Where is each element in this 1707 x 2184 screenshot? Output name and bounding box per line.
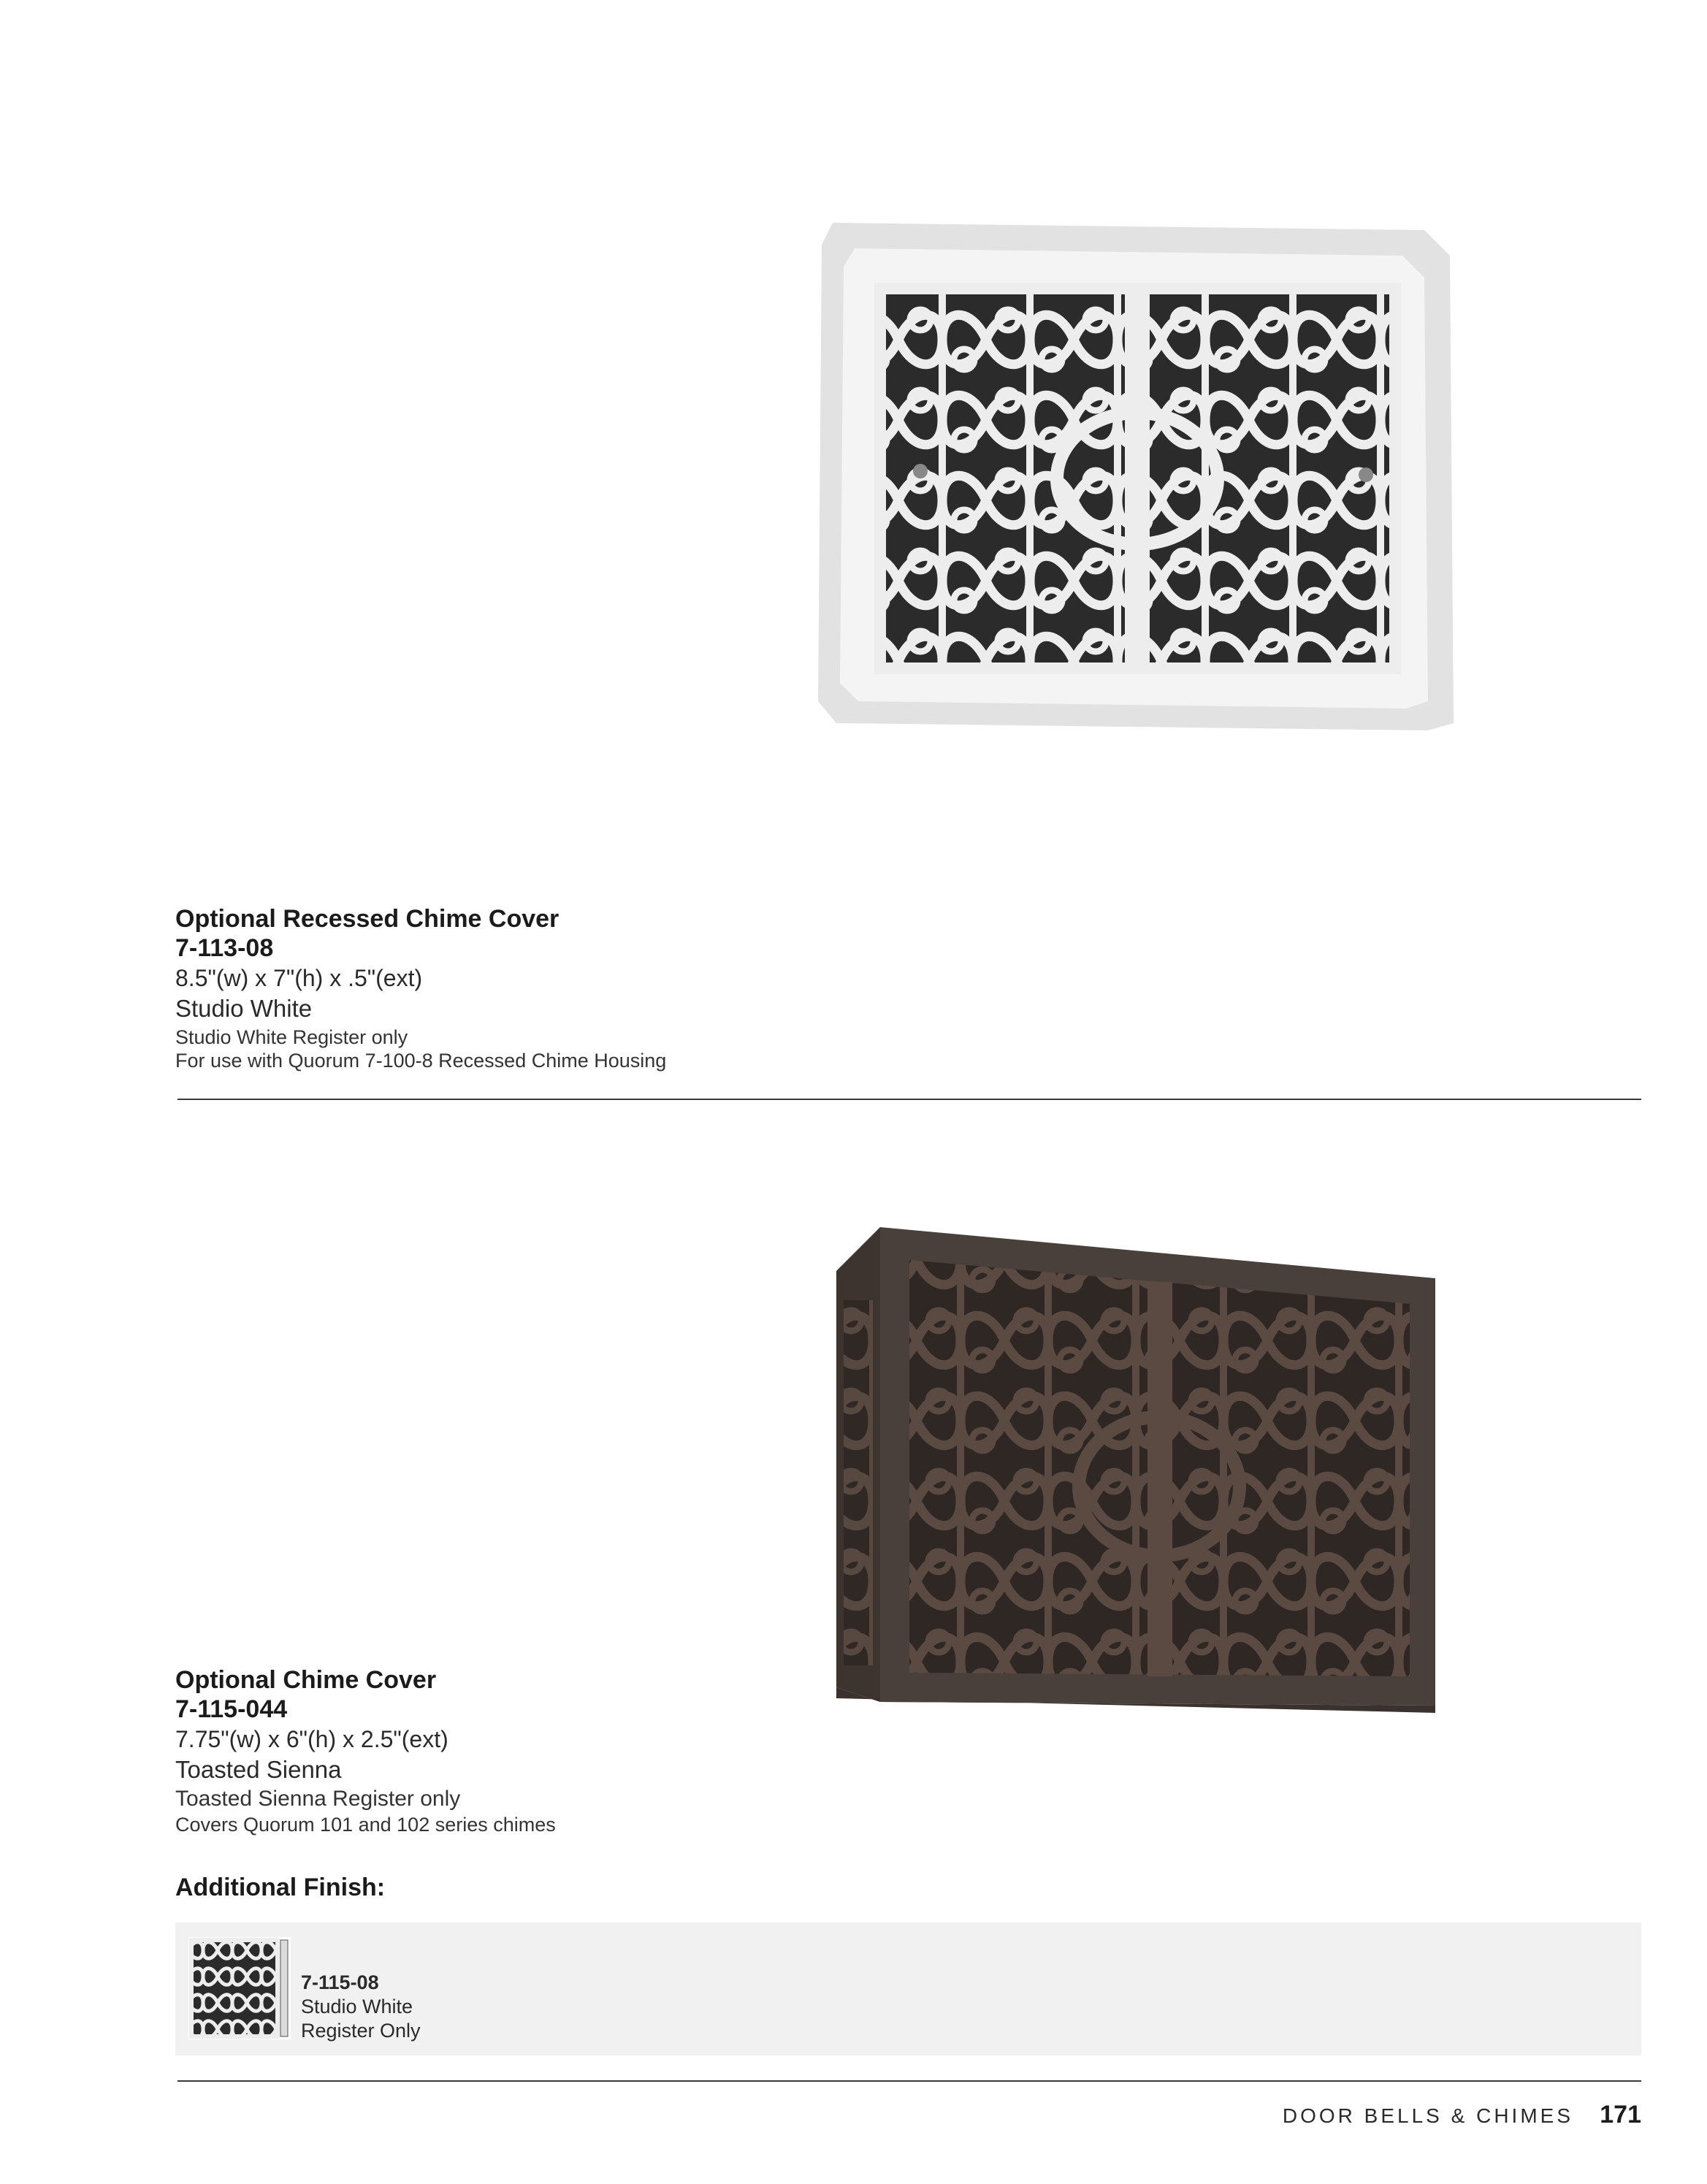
white-recessed-chime-cover-image	[811, 219, 1454, 745]
page-number: 171	[1600, 2101, 1641, 2128]
product-title: Optional Chime Cover	[175, 1666, 437, 1694]
product-sku: 7-113-08	[175, 934, 274, 962]
product-note: Studio White Register only	[175, 1026, 408, 1048]
product-dimensions: 8.5"(w) x 7"(h) x .5"(ext)	[175, 965, 423, 991]
studio-white-swatch-icon	[188, 1937, 291, 2039]
section-divider	[177, 1099, 1641, 1100]
sienna-chime-cover-image	[829, 1220, 1443, 1724]
product-title: Optional Recessed Chime Cover	[175, 905, 560, 933]
product-sku: 7-115-044	[175, 1695, 288, 1723]
footer-divider	[177, 2080, 1641, 2082]
additional-finish-panel	[175, 1923, 1641, 2055]
swatch-note: Register Only	[301, 2020, 421, 2042]
swatch-finish: Studio White	[301, 1996, 413, 2017]
additional-finish-heading: Additional Finish:	[175, 1874, 386, 1901]
product-dimensions: 7.75"(w) x 6"(h) x 2.5"(ext)	[175, 1726, 448, 1752]
product-note: Toasted Sienna Register only	[175, 1787, 461, 1811]
footer-section-label: DOOR BELLS & CHIMES	[1282, 2104, 1573, 2127]
product-note: Covers Quorum 101 and 102 series chimes	[175, 1814, 556, 1836]
product-finish: Toasted Sienna	[175, 1756, 342, 1783]
product-finish: Studio White	[175, 995, 313, 1022]
product-note: For use with Quorum 7-100-8 Recessed Chime Housing	[175, 1050, 667, 1072]
swatch-sku: 7-115-08	[301, 1971, 379, 1993]
